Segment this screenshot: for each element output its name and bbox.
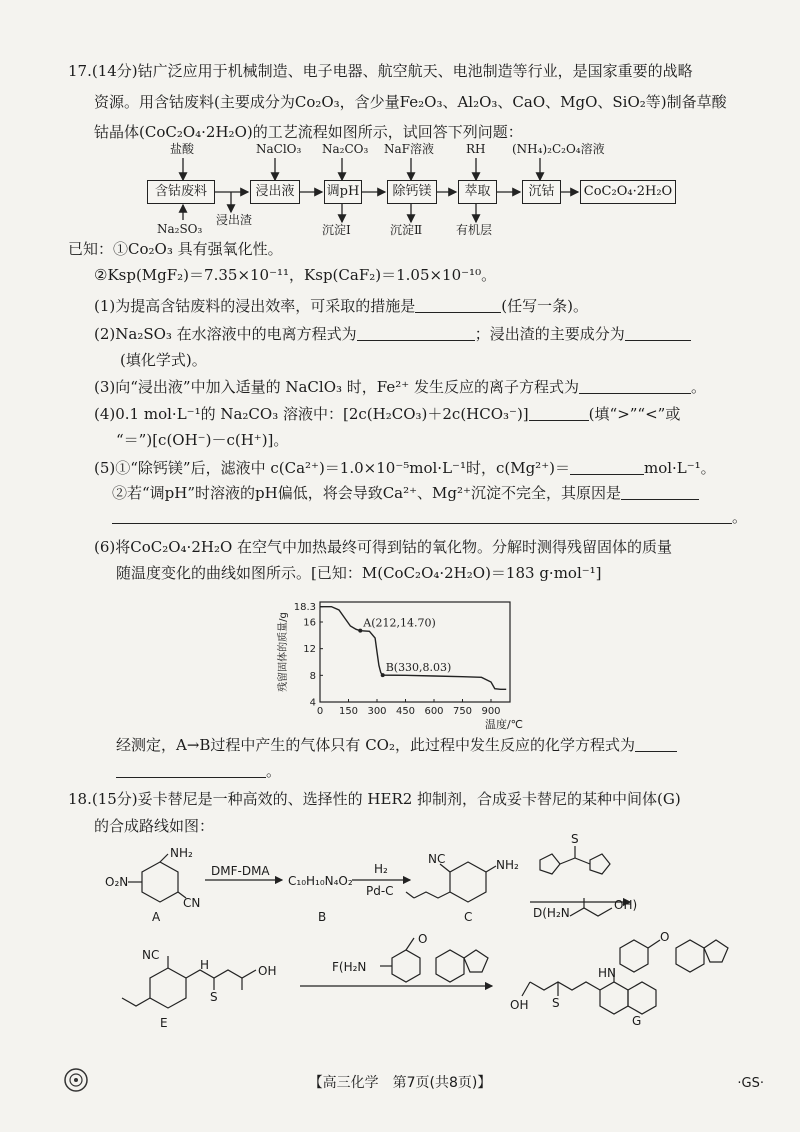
output-precipitate-1: 沉淀Ⅰ <box>322 223 351 237</box>
q17-stem-line1: 17.(14分)钴广泛应用于机械制造、电子电器、航空航天、电池制造等行业，是国家重要的战略 <box>68 62 693 80</box>
part-6c-text: 经测定，A→B过程中产生的气体只有 CO₂，此过程中发生反应的化学方程式为 <box>116 736 635 754</box>
part-5a <box>94 459 716 479</box>
e-nc: NC <box>142 948 160 962</box>
c-nc: NC <box>428 852 446 866</box>
q18-stem-line1: 18.(15分)妥卡替尼是一种高效的、选择性的 HER2 抑制剂，合成妥卡替尼的某种中间体(G) <box>68 790 681 808</box>
y-tick-label: 18.3 <box>293 602 316 614</box>
x-tick-label: 600 <box>424 706 444 717</box>
answer-blank-1[interactable] <box>415 298 501 313</box>
part-5a-unit: mol·L⁻¹。 <box>643 459 716 477</box>
part-5b-text: ②若“调pH”时溶液的pH偏低，将会导致Ca²⁺、Mg²⁺沉淀不完全，其原因是 <box>112 484 621 502</box>
answer-blank-5b-cont[interactable] <box>112 509 732 524</box>
a-cn: CN <box>183 896 201 910</box>
part-2 <box>94 325 691 345</box>
box-product: CoC₂O₄·2H₂O <box>580 180 676 204</box>
answer-blank-3[interactable] <box>579 379 691 394</box>
answer-blank-5b[interactable] <box>621 485 699 500</box>
label-b: B <box>318 910 327 924</box>
box-precipitate-cobalt: 沉钴 <box>522 180 561 204</box>
part-5b <box>112 484 699 504</box>
answer-blank-4[interactable] <box>529 406 589 421</box>
annotation-point-a <box>358 629 362 633</box>
known-2: ②Ksp(MgF₂)＝7.35×10⁻¹¹，Ksp(CaF₂)＝1.05×10⁻¹⁰。 <box>94 266 497 284</box>
box-extraction: 萃取 <box>458 180 497 204</box>
f-o: O <box>418 932 428 946</box>
formula-b: C₁₀H₁₀N₄O₂ <box>288 874 353 888</box>
a-nh2: NH₂ <box>170 846 193 860</box>
part-6-end: 。 <box>266 762 282 780</box>
answer-blank-6a[interactable] <box>635 737 677 752</box>
g-s: S <box>552 996 560 1010</box>
g-o: O <box>660 930 670 944</box>
part-4-text-b: (填“>”“<”或 <box>588 405 681 423</box>
output-precipitate-2: 沉淀Ⅱ <box>390 223 423 237</box>
output-leach-residue: 浸出渣 <box>216 213 253 227</box>
part-1-text: (1)为提高含钴废料的浸出效率，可采取的措施是 <box>94 297 416 315</box>
c-nh2: NH₂ <box>496 858 519 872</box>
page-footer: 【高三化学 第7页(共8页)】 <box>308 1075 492 1091</box>
e-h: H <box>200 958 210 972</box>
reagent-f: F(H₂N <box>332 960 367 974</box>
part-6b: 随温度变化的曲线如图所示。[已知：M(CoC₂O₄·2H₂O)＝183 g·mol⁻¹] <box>116 564 602 582</box>
e-oh: OH <box>258 964 277 978</box>
annotation-point-b <box>381 673 385 677</box>
x-tick-label: 150 <box>338 706 359 717</box>
box-cobalt-waste: 含钴废料 <box>147 180 215 204</box>
part-3-end: 。 <box>690 378 706 396</box>
annotation-label-b: B(330,8.03) <box>385 661 452 675</box>
tg-curve-chart <box>270 588 530 748</box>
reagent-hcl: 盐酸 <box>170 142 195 156</box>
g-oh: OH <box>510 998 529 1012</box>
a-no2: O₂N <box>105 875 129 889</box>
part-4 <box>94 405 680 425</box>
part-1 <box>94 297 588 317</box>
box-leachate: 浸出液 <box>250 180 300 204</box>
output-organic-layer: 有机层 <box>456 223 493 237</box>
label-g: G <box>632 1014 642 1028</box>
reagent-oxalate: (NH₄)₂C₂O₄溶液 <box>512 142 605 156</box>
annotation-label-a: A(212,14.70) <box>363 616 436 630</box>
part-3-text: (3)向“浸出液”中加入适量的 NaClO₃ 时，Fe²⁺ 发生反应的离子方程式为 <box>94 378 579 396</box>
q17-stem-line3: 钴晶体(CoC₂O₄·2H₂O)的工艺流程如图所示，试回答下列问题： <box>94 123 523 141</box>
part-4-text-a: (4)0.1 mol·L⁻¹的 Na₂CO₃ 溶液中：[2c(H₂CO₃)＋2c(HCO₃⁻)] <box>94 405 529 423</box>
part-4-tail: “＝”)[c(OH⁻)－c(H⁺)]。 <box>116 431 289 449</box>
y-tick-label: 4 <box>309 697 316 709</box>
answer-blank-5a[interactable] <box>570 460 644 475</box>
part-2-text-a: (2)Na₂SO₃ 在水溶液中的电离方程式为 <box>94 325 357 343</box>
part-1-tail: (任写一条)。 <box>501 297 588 315</box>
x-tick-label: 750 <box>452 706 473 717</box>
reagent-naf: NaF溶液 <box>384 142 434 156</box>
g-hn: HN <box>598 966 616 980</box>
answer-blank-6b[interactable] <box>116 763 266 778</box>
x-tick-label: 300 <box>367 706 387 717</box>
label-e: E <box>160 1016 168 1030</box>
reagent-d: D(H₂N <box>533 906 570 920</box>
synthesis-route <box>0 832 800 1055</box>
part-6c <box>116 736 677 756</box>
box-remove-ca-mg: 除钙镁 <box>387 180 437 204</box>
reagent-dmf-dma: DMF-DMA <box>211 864 270 878</box>
label-c: C <box>464 910 473 924</box>
reagent-na2co3: Na₂CO₃ <box>322 142 369 156</box>
y-tick-label: 8 <box>309 670 316 682</box>
reagent-naclo3: NaClO₃ <box>256 142 302 156</box>
part-5b-line2 <box>112 508 747 528</box>
answer-blank-2b[interactable] <box>625 326 691 341</box>
part-5a-text: (5)①“除钙镁”后，滤液中 c(Ca²⁺)＝1.0×10⁻⁵mol·L⁻¹时，c(Mg²⁺)＝ <box>94 459 570 477</box>
answer-blank-2a[interactable] <box>357 326 475 341</box>
box-adjust-ph: 调pH <box>324 180 362 204</box>
thiocarbonyl-s: S <box>571 832 579 846</box>
e-s: S <box>210 990 218 1004</box>
y-tick-label: 16 <box>303 617 316 629</box>
part-6-line2 <box>116 762 281 782</box>
part-5b-end: 。 <box>732 508 748 526</box>
y-axis-label: 残留固体的质量/g <box>278 612 289 692</box>
part-3 <box>94 378 706 398</box>
reagent-na2so3: Na₂SO₃ <box>157 222 203 236</box>
x-tick-label: 0 <box>316 706 324 717</box>
x-tick-label: 900 <box>481 706 501 717</box>
x-axis-label: 温度/℃ <box>484 718 524 731</box>
y-tick-label: 12 <box>303 644 316 656</box>
reagent-d-tail: OH) <box>614 898 638 912</box>
part-2-tail: (填化学式)。 <box>120 351 207 369</box>
x-tick-label: 450 <box>395 706 416 717</box>
known-1: 已知：①Co₂O₃ 具有强氧化性。 <box>68 240 283 258</box>
q18-stem-line2: 的合成路线如图： <box>94 817 215 835</box>
paper-code: ·GS· <box>737 1076 764 1091</box>
part-6a: (6)将CoC₂O₄·2H₂O 在空气中加热最终可得到钴的氧化物。分解时测得残留固体的质量 <box>94 538 673 556</box>
part-2-text-b: ；浸出渣的主要成分为 <box>474 325 625 343</box>
synthesis-structures <box>0 840 800 1055</box>
process-flow-diagram <box>0 140 800 240</box>
q17-stem-line2: 资源。用含钴废料(主要成分为Co₂O₃，含少量Fe₂O₃、Al₂O₃、CaO、MgO、SiO₂等)制备草酸 <box>94 93 727 111</box>
label-a: A <box>152 910 161 924</box>
reagent-h2: H₂ <box>374 862 388 876</box>
reagent-rh: RH <box>466 142 486 156</box>
reagent-pd-c: Pd-C <box>366 884 394 898</box>
